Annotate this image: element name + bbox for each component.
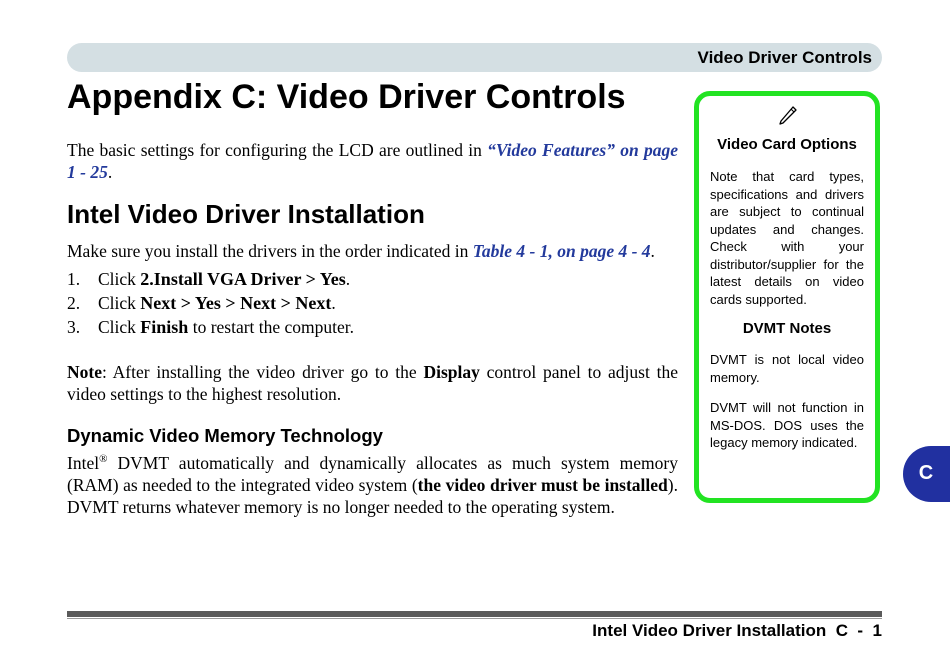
install-intro-text: Make sure you install the drivers in the order indicated in bbox=[67, 241, 473, 261]
display-keyword: Display bbox=[423, 362, 480, 382]
sidebar-heading-video-card-options: Video Card Options bbox=[717, 136, 857, 153]
intro-text: The basic settings for configuring the LCD are outlined in bbox=[67, 140, 488, 160]
step-suffix: . bbox=[331, 293, 336, 313]
step-suffix: to restart the computer. bbox=[188, 317, 355, 337]
step-number: 1. bbox=[67, 269, 81, 289]
sidebar-heading-dvmt-notes: DVMT Notes bbox=[742, 320, 832, 337]
step-number: 3. bbox=[67, 317, 81, 337]
list-item bbox=[67, 315, 354, 339]
note-text-end: control panel to adjust the video settings to the highest resolution. bbox=[67, 362, 678, 404]
dvmt-text-2: ). DVMT returns whatever memory is no longer needed to the operating system. bbox=[67, 475, 678, 517]
sidebar-text-dvmt-memory: DVMT is not local video memory. bbox=[710, 352, 864, 385]
intro-paragraph bbox=[67, 139, 678, 183]
step-action: 2.Install VGA Driver > Yes bbox=[140, 269, 346, 289]
footer-text: Intel Video Driver Installation C - 1 bbox=[592, 621, 882, 640]
step-suffix: . bbox=[345, 269, 351, 289]
note-paragraph bbox=[67, 361, 678, 405]
list-item bbox=[67, 267, 354, 291]
intro-end: . bbox=[107, 162, 113, 182]
note-text: : After installing the video driver go to the bbox=[101, 362, 424, 382]
step-number: 2. bbox=[67, 293, 81, 313]
chapter-tab-label: C bbox=[918, 462, 934, 484]
running-header-title: Video Driver Controls bbox=[697, 48, 872, 67]
step-prefix: Click bbox=[98, 317, 141, 337]
step-prefix: Click bbox=[98, 269, 141, 289]
intel-text: Intel bbox=[67, 453, 100, 473]
step-prefix: Click bbox=[98, 293, 141, 313]
section-title: Intel Video Driver Installation bbox=[67, 199, 425, 229]
dvmt-paragraph bbox=[67, 452, 678, 518]
list-item bbox=[67, 291, 354, 315]
install-intro-end: . bbox=[650, 241, 655, 261]
pencil-icon bbox=[777, 104, 799, 126]
dvmt-bold-text: the video driver must be installed bbox=[417, 475, 668, 495]
footer-page-label bbox=[592, 619, 882, 643]
video-features-link[interactable]: “Video Features” on page 1 - 25 bbox=[67, 140, 678, 182]
footer-rule bbox=[67, 611, 882, 617]
table-reference-link[interactable]: Table 4 - 1, on page 4 - 4 bbox=[472, 241, 651, 261]
sidebar-text-dvmt-dos: DVMT will not function in MS-DOS. DOS uses the legacy memory indicated. bbox=[710, 400, 864, 450]
dvmt-title: Dynamic Video Memory Technology bbox=[67, 425, 383, 446]
install-steps-list bbox=[67, 267, 354, 339]
registered-mark: ® bbox=[99, 453, 108, 466]
dvmt-text-1: DVMT automatically and dynamically allocates as much system memory (RAM) as needed to the integrated video system ( bbox=[67, 453, 678, 495]
sidebar-text-video-cards: Note that card types, specifications and drivers are subject to continual updates and changes. Check with your distributor/supplier for the latest details on video cards supported. bbox=[710, 169, 864, 307]
step-action: Next > Yes > Next > Next bbox=[140, 293, 332, 313]
note-label: Note bbox=[67, 362, 102, 382]
step-action: Finish bbox=[140, 317, 189, 337]
chapter-tab bbox=[903, 446, 950, 502]
install-intro-paragraph bbox=[67, 240, 678, 262]
page-title: Appendix C: Video Driver Controls bbox=[67, 78, 626, 116]
